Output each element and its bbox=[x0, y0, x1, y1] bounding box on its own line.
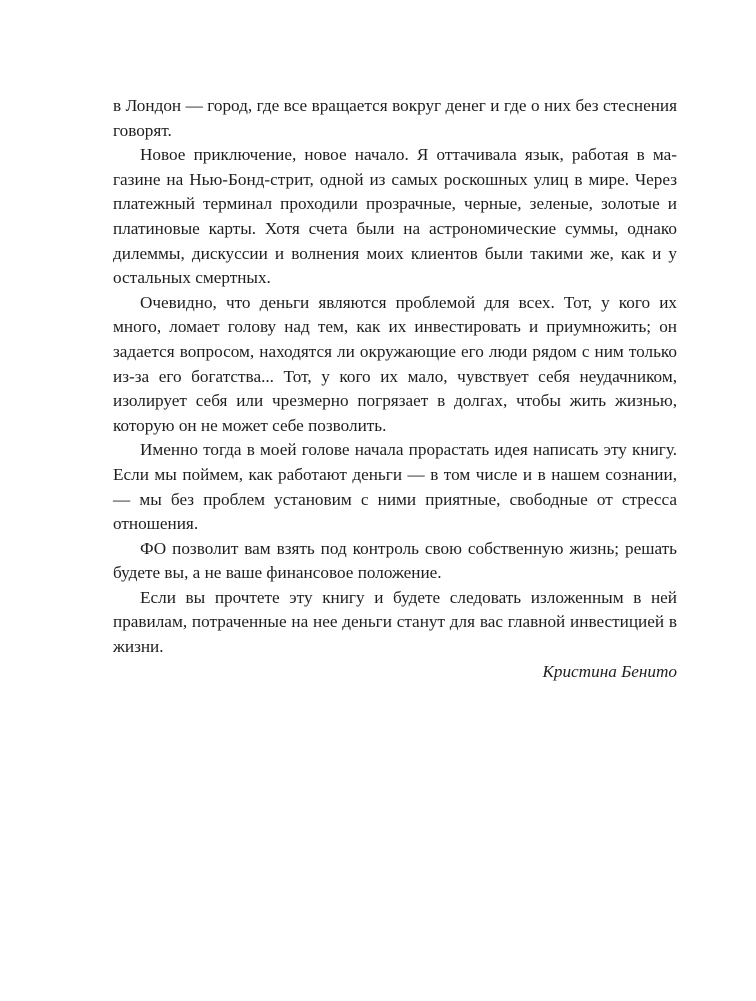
paragraph-new-adventure: Новое приключение, новое начало. Я оттачивала язык, работая в магазине на Нью-Бонд-стрит, одной из самых роскошных улиц в мире. Через платежный терминал проходили прозрачные, черные, зеленые, золотые и платиновые карты. Хотя счета были на астрономические суммы, однако дилеммы, дискуссии и волнения моих клиентов были такими же, как и у остальных смертных. bbox=[113, 145, 677, 288]
paragraph-book-idea: Именно тогда в моей голове начала прорастать идея написать эту книгу. Если мы поймем, как работают деньги — в том числе и в нашем сознании, — мы без проблем установим с ними приятные, свободные от стресса отношения. bbox=[113, 440, 677, 534]
paragraph-money-problem: Очевидно, что деньги являются проблемой для всех. Тот, у кого их много, ломает голову над тем, как их инвестировать и приумножить; он задается вопросом, находятся ли окружающие его люди рядом с ним только из-за его богатства... Тот, у кого их мало, чувствует себя неудачником, изолирует себя или чрезмерно погрязает в долгах, чтобы жить жизнью, которую он не может себе позволить. bbox=[113, 292, 677, 435]
author-signature: Кристина Бенито bbox=[542, 661, 677, 681]
page-body bbox=[113, 94, 677, 684]
paragraph-continuation: в Лондон — город, где все вращается вокруг денег и где о них без стеснения говорят. bbox=[113, 96, 677, 140]
paragraph-fo-control: ФО позволит вам взять под контроль свою собственную жизнь; решать будете вы, а не ваше финансовое положение. bbox=[113, 538, 677, 583]
paragraph-investment: Если вы прочтете эту книгу и будете следовать изложенным в ней правилам, потраченные на нее деньги станут для вас главной инвестицией в жизни. bbox=[113, 587, 677, 657]
